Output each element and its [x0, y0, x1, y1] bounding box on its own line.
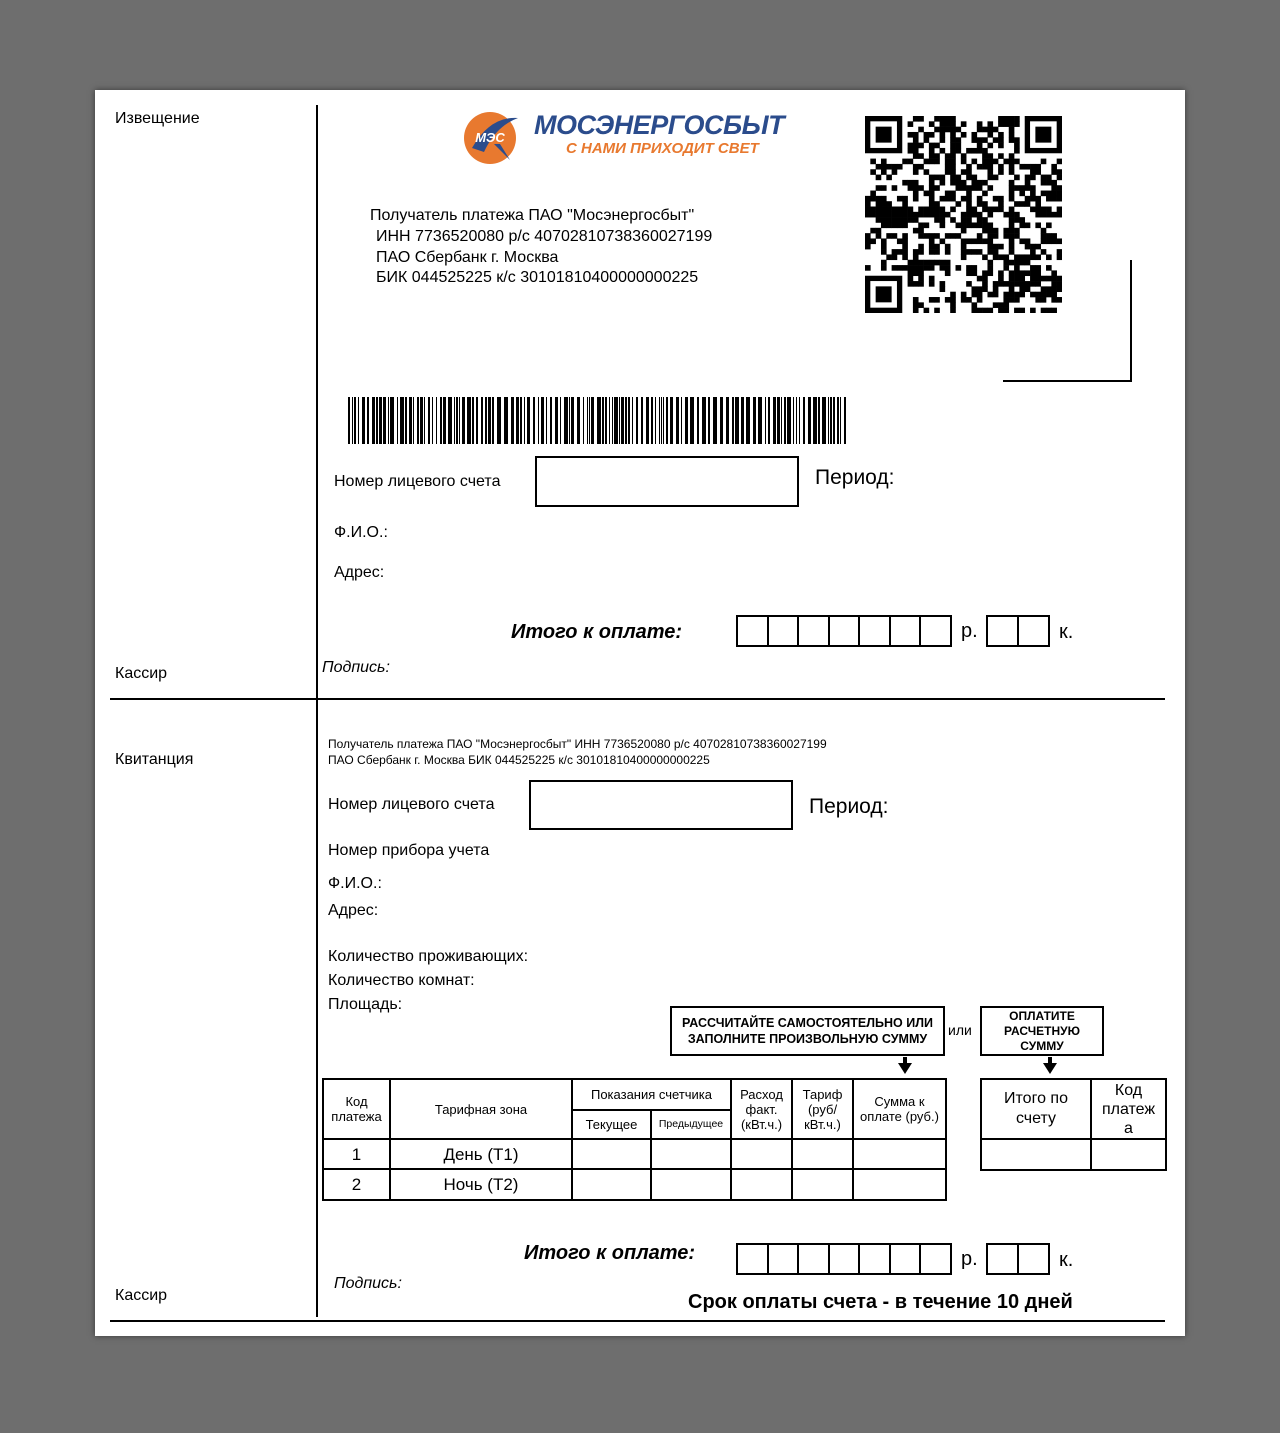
- th-usage-line-1: Расход: [740, 1086, 783, 1102]
- calculated-total-table: [980, 1078, 1167, 1171]
- receipt-cashier-label: Кассир: [115, 1287, 168, 1304]
- receipt-signature-label: Подпись:: [334, 1275, 402, 1292]
- th-pcode-line-3: а: [1124, 1119, 1133, 1137]
- th-code-line-2: платежа: [331, 1109, 382, 1124]
- row-code: 2: [323, 1169, 390, 1200]
- notice-account-label: Номер лицевого счета: [334, 473, 501, 490]
- row-code: 1: [323, 1139, 390, 1169]
- th-usage-line-3: (кВт.ч.): [740, 1116, 783, 1132]
- notice-signature-label: Подпись:: [322, 659, 390, 676]
- th-zone: Тарифная зона: [390, 1079, 572, 1139]
- arrow-down-icon: [1043, 1063, 1057, 1074]
- cell-current[interactable]: [572, 1169, 651, 1200]
- logo-brand-name: МОСЭНЕРГОСБЫТ: [534, 110, 785, 140]
- th-tariff-line-2: (руб/: [807, 1101, 838, 1117]
- th-total-line-2: счету: [1015, 1110, 1057, 1127]
- receipt-address-label: Адрес:: [328, 902, 379, 919]
- th-pcode-line-1: Код: [1114, 1081, 1143, 1099]
- th-readings: Показания счетчика: [572, 1079, 731, 1110]
- cell-current[interactable]: [572, 1139, 651, 1169]
- th-tariff-line-3: кВт.ч.): [804, 1116, 841, 1132]
- th-previous: Предыдущее: [651, 1110, 731, 1139]
- cell-sum[interactable]: [853, 1139, 946, 1169]
- cell-usage[interactable]: [731, 1169, 792, 1200]
- table-row: [323, 1139, 946, 1169]
- th-usage-line-2: факт.: [745, 1101, 778, 1117]
- th-sum-line-1: Сумма к: [874, 1094, 925, 1109]
- notice-section-label: Извещение: [115, 110, 200, 127]
- callout-pay-line-2: РАСЧЕТНУЮ: [1004, 1023, 1080, 1038]
- notice-cashier-label: Кассир: [115, 665, 168, 682]
- th-tariff-line-1: Тариф: [802, 1086, 843, 1102]
- notice-fio-label: Ф.И.О.:: [334, 524, 388, 541]
- row-zone: День (Т1): [390, 1139, 572, 1169]
- cut-corner-horizontal: [1003, 380, 1132, 382]
- notice-recipient-line-1: Получатель платежа ПАО "Мосэнергосбыт": [370, 207, 695, 224]
- th-code-line-1: Код: [345, 1094, 368, 1109]
- callout-self-line-1: РАССЧИТАЙТЕ САМОСТОЯТЕЛЬНО ИЛИ: [682, 1016, 933, 1030]
- th-pcode-line-2: платеж: [1101, 1100, 1156, 1118]
- callout-calculate-yourself: [670, 1006, 945, 1056]
- receipt-account-label: Номер лицевого счета: [328, 796, 495, 813]
- company-logo: [460, 108, 790, 168]
- notice-kop-label: к.: [1059, 621, 1074, 643]
- cell-tariff[interactable]: [792, 1169, 853, 1200]
- receipt-account-field[interactable]: [529, 780, 793, 830]
- receipt-residents-label: Количество проживающих:: [328, 948, 529, 965]
- receipt-total-label: Итого к оплате:: [524, 1242, 696, 1264]
- cell-tariff[interactable]: [792, 1139, 853, 1169]
- receipt-meter-label: Номер прибора учета: [328, 842, 490, 859]
- notice-account-field[interactable]: [535, 456, 799, 507]
- receipt-fio-label: Ф.И.О.:: [328, 875, 382, 892]
- th-payment-code: [1091, 1079, 1166, 1139]
- bottom-rule: [110, 1320, 1165, 1322]
- row-zone: Ночь (Т2): [390, 1169, 572, 1200]
- arrow-down-icon: [898, 1063, 912, 1074]
- receipt-kop-label: к.: [1059, 1249, 1074, 1271]
- receipt-rub-cells[interactable]: [736, 1243, 952, 1275]
- notice-recipient-line-2: ИНН 7736520080 р/с 40702810738360027199: [376, 228, 713, 245]
- notice-address-label: Адрес:: [334, 564, 385, 581]
- notice-recipient-line-3: ПАО Сбербанк г. Москва: [376, 249, 559, 266]
- logo-slogan: С НАМИ ПРИХОДИТ СВЕТ: [566, 140, 759, 157]
- receipt-recipient-line-1: Получатель платежа ПАО "Мосэнергосбыт" ИНН 7736520080 р/с 40702810738360027199: [328, 737, 827, 751]
- logo-badge-text: МЭС: [475, 130, 505, 145]
- cell-previous[interactable]: [651, 1139, 731, 1169]
- receipt-area-label: Площадь:: [328, 996, 403, 1013]
- cell-previous[interactable]: [651, 1169, 731, 1200]
- th-current: Текущее: [572, 1110, 651, 1139]
- callout-pay-line-3: СУММУ: [1020, 1038, 1064, 1053]
- notice-rub-label: р.: [961, 620, 978, 642]
- left-stub-divider-bottom: [316, 700, 318, 1317]
- receipt-rub-label: р.: [961, 1248, 978, 1270]
- th-sum: [853, 1079, 946, 1139]
- barcode: [348, 397, 846, 444]
- receipt-period-label: Период:: [809, 795, 889, 818]
- notice-kop-cells[interactable]: [986, 615, 1050, 647]
- callout-or-label: или: [948, 1022, 972, 1038]
- notice-total-label: Итого к оплате:: [511, 621, 683, 643]
- left-stub-divider-top: [316, 105, 318, 700]
- table-row: [323, 1169, 946, 1200]
- logo-badge-icon: [460, 108, 520, 168]
- cut-corner-vertical: [1130, 260, 1132, 382]
- receipt-recipient-line-2: ПАО Сбербанк г. Москва БИК 044525225 к/с 30101810400000000225: [328, 753, 710, 767]
- th-code: [323, 1079, 390, 1139]
- notice-rub-cells[interactable]: [736, 615, 952, 647]
- cell-total-by-bill[interactable]: [981, 1139, 1091, 1170]
- th-total-line-1: Итого по: [1004, 1090, 1068, 1107]
- callout-pay-calculated: [980, 1006, 1104, 1056]
- receipt-kop-cells[interactable]: [986, 1243, 1050, 1275]
- meter-readings-table: [322, 1078, 947, 1201]
- receipt-rooms-label: Количество комнат:: [328, 972, 475, 989]
- qr-code: [865, 116, 1062, 313]
- notice-recipient-line-4: БИК 044525225 к/с 30101810400000000225: [376, 269, 699, 286]
- th-sum-line-2: оплате (руб.): [860, 1109, 939, 1124]
- th-total-by-bill: [981, 1079, 1091, 1139]
- receipt-section-label: Квитанция: [115, 751, 194, 768]
- cell-payment-code[interactable]: [1091, 1139, 1166, 1170]
- notice-period-label: Период:: [815, 466, 895, 489]
- callout-self-line-2: ЗАПОЛНИТЕ ПРОИЗВОЛЬНУЮ СУММУ: [687, 1032, 928, 1046]
- th-usage: [731, 1079, 792, 1139]
- cell-usage[interactable]: [731, 1139, 792, 1169]
- cell-sum[interactable]: [853, 1169, 946, 1200]
- section-divider: [110, 698, 1165, 700]
- callout-pay-line-1: ОПЛАТИТЕ: [1009, 1008, 1075, 1023]
- th-tariff: [792, 1079, 853, 1139]
- payment-deadline: Срок оплаты счета - в течение 10 дней: [688, 1291, 1073, 1313]
